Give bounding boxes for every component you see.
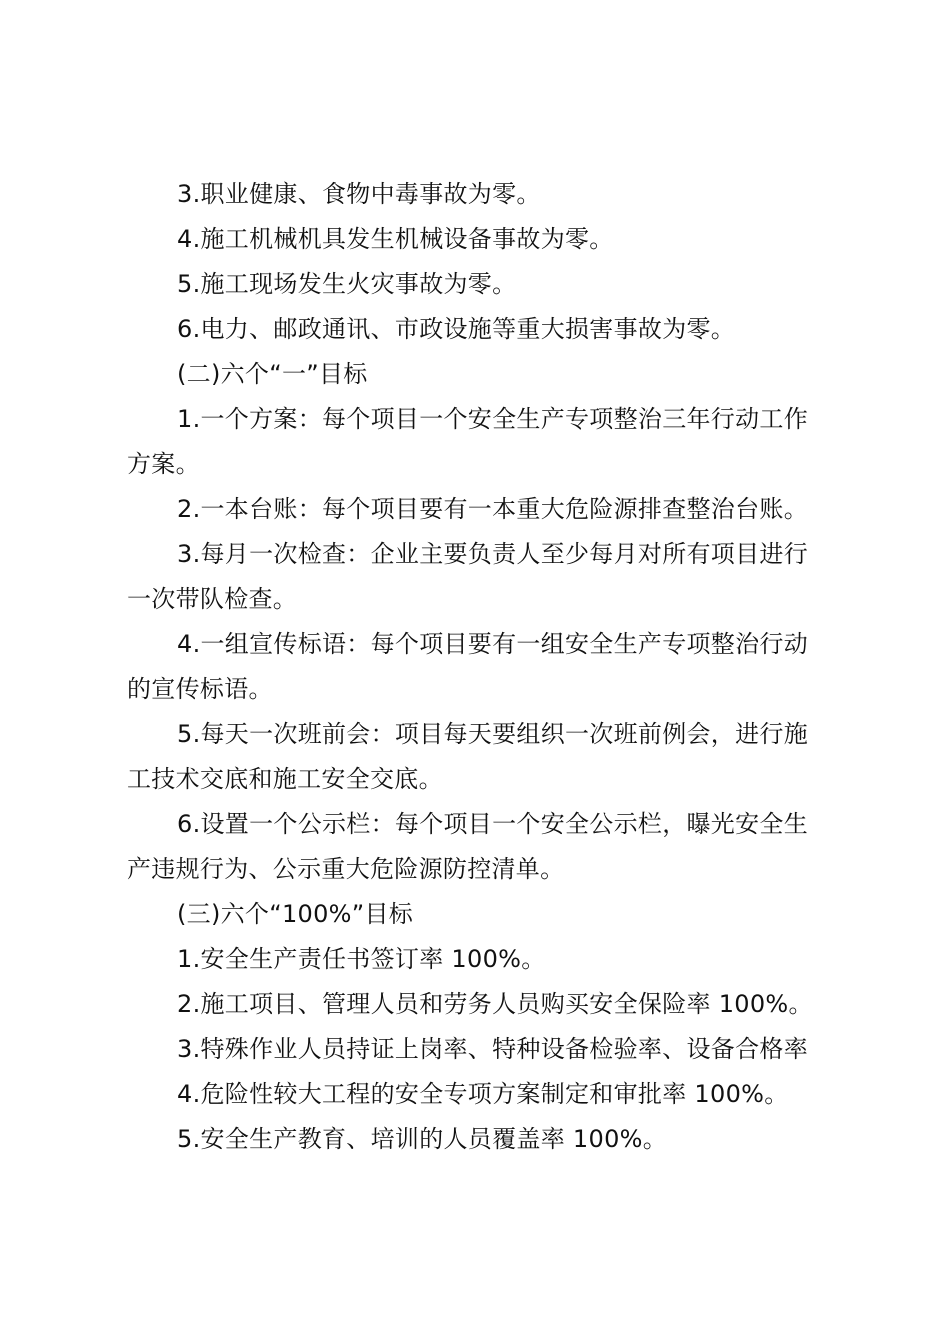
section-heading-six-ones: (二)六个“一”目标 bbox=[177, 360, 368, 388]
paragraph-item-6-utilities: 6.电力、邮政通讯、市政设施等重大损害事故为零。 bbox=[177, 315, 736, 343]
paragraph-responsibility-rate: 1.安全生产责任书签订率 100%。 bbox=[177, 945, 546, 973]
paragraph-certification-rate: 3.特殊作业人员持证上岗率、特种设备检验率、设备合格率 bbox=[177, 1035, 808, 1063]
paragraph-daily-meeting: 5.每天一次班前会：项目每天要组织一次班前例会，进行施工技术交底和施工安全交底。 bbox=[127, 720, 808, 793]
paragraph-item-5-fire: 5.施工现场发生火灾事故为零。 bbox=[177, 270, 517, 298]
paragraph-item-4-machinery: 4.施工机械机具发生机械设备事故为零。 bbox=[177, 225, 614, 253]
paragraph-slogans: 4.一组宣传标语：每个项目要有一组安全生产专项整治行动的宣传标语。 bbox=[127, 630, 808, 703]
paragraph-special-plan-rate: 4.危险性较大工程的安全专项方案制定和审批率 100%。 bbox=[177, 1080, 789, 1108]
paragraph-training-coverage: 5.安全生产教育、培训的人员覆盖率 100%。 bbox=[177, 1125, 668, 1153]
paragraph-one-ledger: 2.一本台账：每个项目要有一本重大危险源排查整治台账。 bbox=[177, 495, 808, 523]
document-body bbox=[127, 172, 820, 1162]
paragraph-insurance-rate: 2.施工项目、管理人员和劳务人员购买安全保险率 100%。 bbox=[177, 990, 813, 1018]
paragraph-monthly-inspection: 3.每月一次检查：企业主要负责人至少每月对所有项目进行一次带队检查。 bbox=[127, 540, 808, 613]
section-heading-six-100-percent: (三)六个“100%”目标 bbox=[177, 900, 414, 928]
paragraph-one-plan: 1.一个方案：每个项目一个安全生产专项整治三年行动工作方案。 bbox=[127, 405, 808, 478]
paragraph-item-3-health: 3.职业健康、食物中毒事故为零。 bbox=[177, 180, 541, 208]
paragraph-notice-board: 6.设置一个公示栏：每个项目一个安全公示栏，曝光安全生产违规行为、公示重大危险源防控清单。 bbox=[127, 810, 808, 883]
